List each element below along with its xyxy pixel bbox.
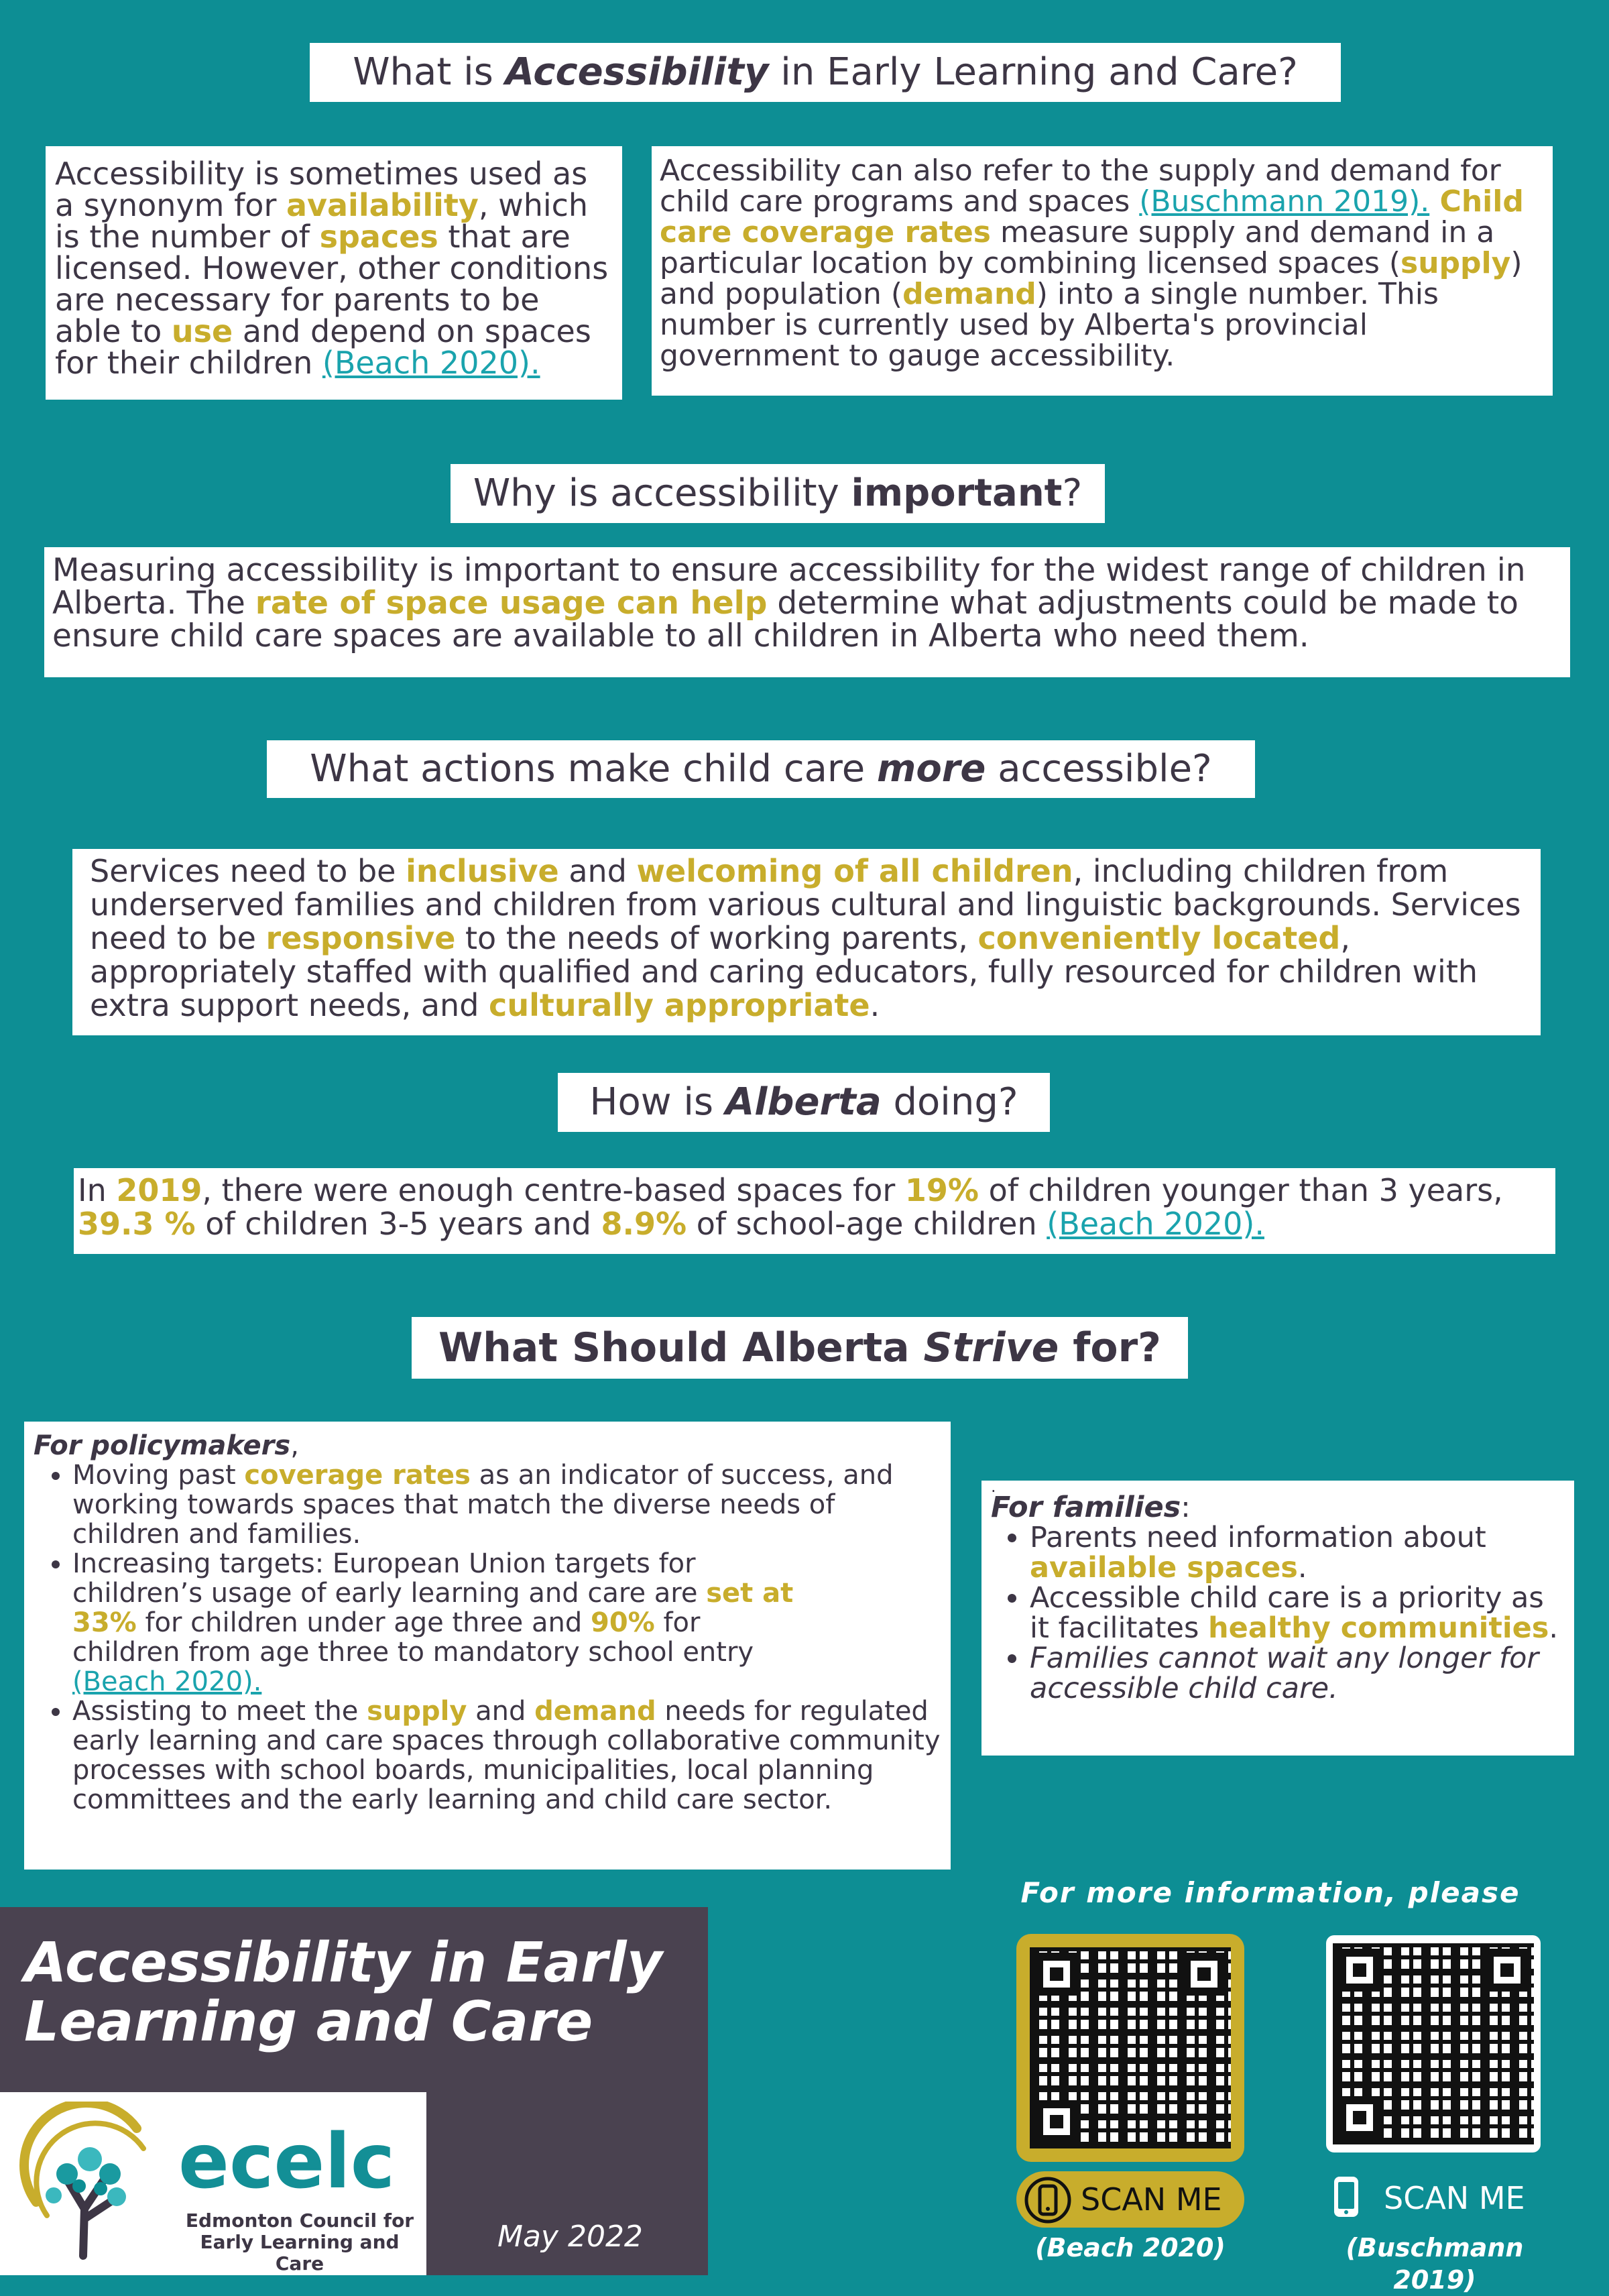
caption-beach: (Beach 2020): [1035, 2233, 1226, 2262]
why-important-box: Measuring accessibility is important to ensure accessibility for the widest range of children in Alberta. The rate of space usage can help determine what adjustments could be made to ensure child care spaces are available to all children in Alberta who need them.: [44, 547, 1570, 677]
logo-subtitle: Edmonton Council for Early Learning and Care: [185, 2209, 414, 2275]
more-info-label: For more information, please: [1020, 1876, 1521, 1909]
list-item: • Increasing targets: European Union targets for children’s usage of early learning and care are set at 33% for children under age three and 90% for children from age three to mandatory school entry (Beach 2020).: [72, 1549, 941, 1697]
list-item: • Assisting to meet the supply and demand needs for regulated early learning and care spaces through collaborative community processes with school boards, municipalities, local planning committees and the early learning and child care sector.: [72, 1697, 941, 1815]
heading-strive: What Should Alberta Strive for?: [412, 1317, 1188, 1379]
beach-2020-link-stats[interactable]: (Beach 2020).: [1047, 1206, 1264, 1242]
caption-buschmann: (Buschmann 2019): [1346, 2233, 1524, 2295]
families-heading: For families:: [991, 1491, 1191, 1524]
list-item: • Accessible child care is a priority as it facilitates healthy communities.: [1030, 1583, 1565, 1644]
buschmann-2019-link[interactable]: (Buschmann 2019).: [1139, 184, 1430, 219]
beach-2020-link[interactable]: (Beach 2020).: [322, 345, 540, 381]
heading-how-is-alberta: How is Alberta doing?: [558, 1073, 1050, 1132]
beach-2020-link-policy[interactable]: (Beach 2020).: [72, 1666, 262, 1697]
ecelc-logo: [0, 2092, 426, 2275]
date-label: May 2022: [497, 2220, 643, 2254]
logo-wordmark: ecelc: [178, 2118, 396, 2205]
phone-icon: [1024, 2177, 1071, 2224]
heading-what-actions: What actions make child care more accessible?: [267, 740, 1255, 798]
availability-definition-box: Accessibility is sometimes used as a synonym for availability, which is the number of spaces that are licensed. However, other conditions are necessary for parents to be able to use and depend on spaces for their children (Beach 2020).: [46, 146, 622, 400]
qr-pattern: [1030, 1947, 1231, 2148]
alberta-stats-box: In 2019, there were enough centre-based spaces for 19% of children younger than 3 years, 39.3 % of children 3-5 years and 8.9% of school-age children (Beach 2020).: [74, 1168, 1555, 1254]
coverage-rates-box: Accessibility can also refer to the supply and demand for child care programs and spaces (Buschmann 2019). Child care coverage rates measure supply and demand in a particular location by combining licensed spaces (supply) and population (demand) into a single number. This number is currently used by Alberta's provincial government to gauge accessibility.: [652, 146, 1553, 396]
heading-what-is-accessibility: What is Accessibility in Early Learning and Care?: [310, 43, 1341, 102]
heading-why-important: Why is accessibility important?: [451, 464, 1105, 523]
families-box: [981, 1477, 1574, 1756]
scan-me-button-beach[interactable]: SCAN ME: [1016, 2171, 1244, 2228]
qr-code-beach[interactable]: [1016, 1934, 1244, 2162]
policymakers-box: [24, 1422, 951, 1870]
tree-logo-icon: [9, 2102, 170, 2262]
list-item: • Moving past coverage rates as an indicator of success, and working towards spaces that match the diverse needs of children and families.: [72, 1460, 941, 1549]
actions-box: Services need to be inclusive and welcoming of all children, including children from underserved families and children from various cultural and linguistic backgrounds. Services need to be responsive to the needs of working parents, conveniently located, appropriately staffed with qualified and caring educators, fully resourced for children with extra support needs, and culturally appropriate.: [72, 849, 1541, 1035]
families-list: [991, 1523, 1565, 1704]
families-dot: .: [991, 1477, 996, 1496]
qr-code-buschmann[interactable]: [1326, 1935, 1541, 2152]
qr-pattern: [1333, 1943, 1534, 2144]
policymakers-list: [34, 1460, 941, 1815]
policymakers-heading: For policymakers,: [34, 1430, 299, 1461]
poster-title: Accessibility in Early Learning and Care: [24, 1931, 663, 2054]
list-item: • Parents need information about available spaces.: [1030, 1523, 1565, 1583]
list-item: • Families cannot wait any longer for accessible child care.: [1030, 1644, 1565, 1704]
scan-me-label-buschmann[interactable]: SCAN ME: [1319, 2171, 1547, 2228]
phone-icon: [1325, 2174, 1368, 2221]
